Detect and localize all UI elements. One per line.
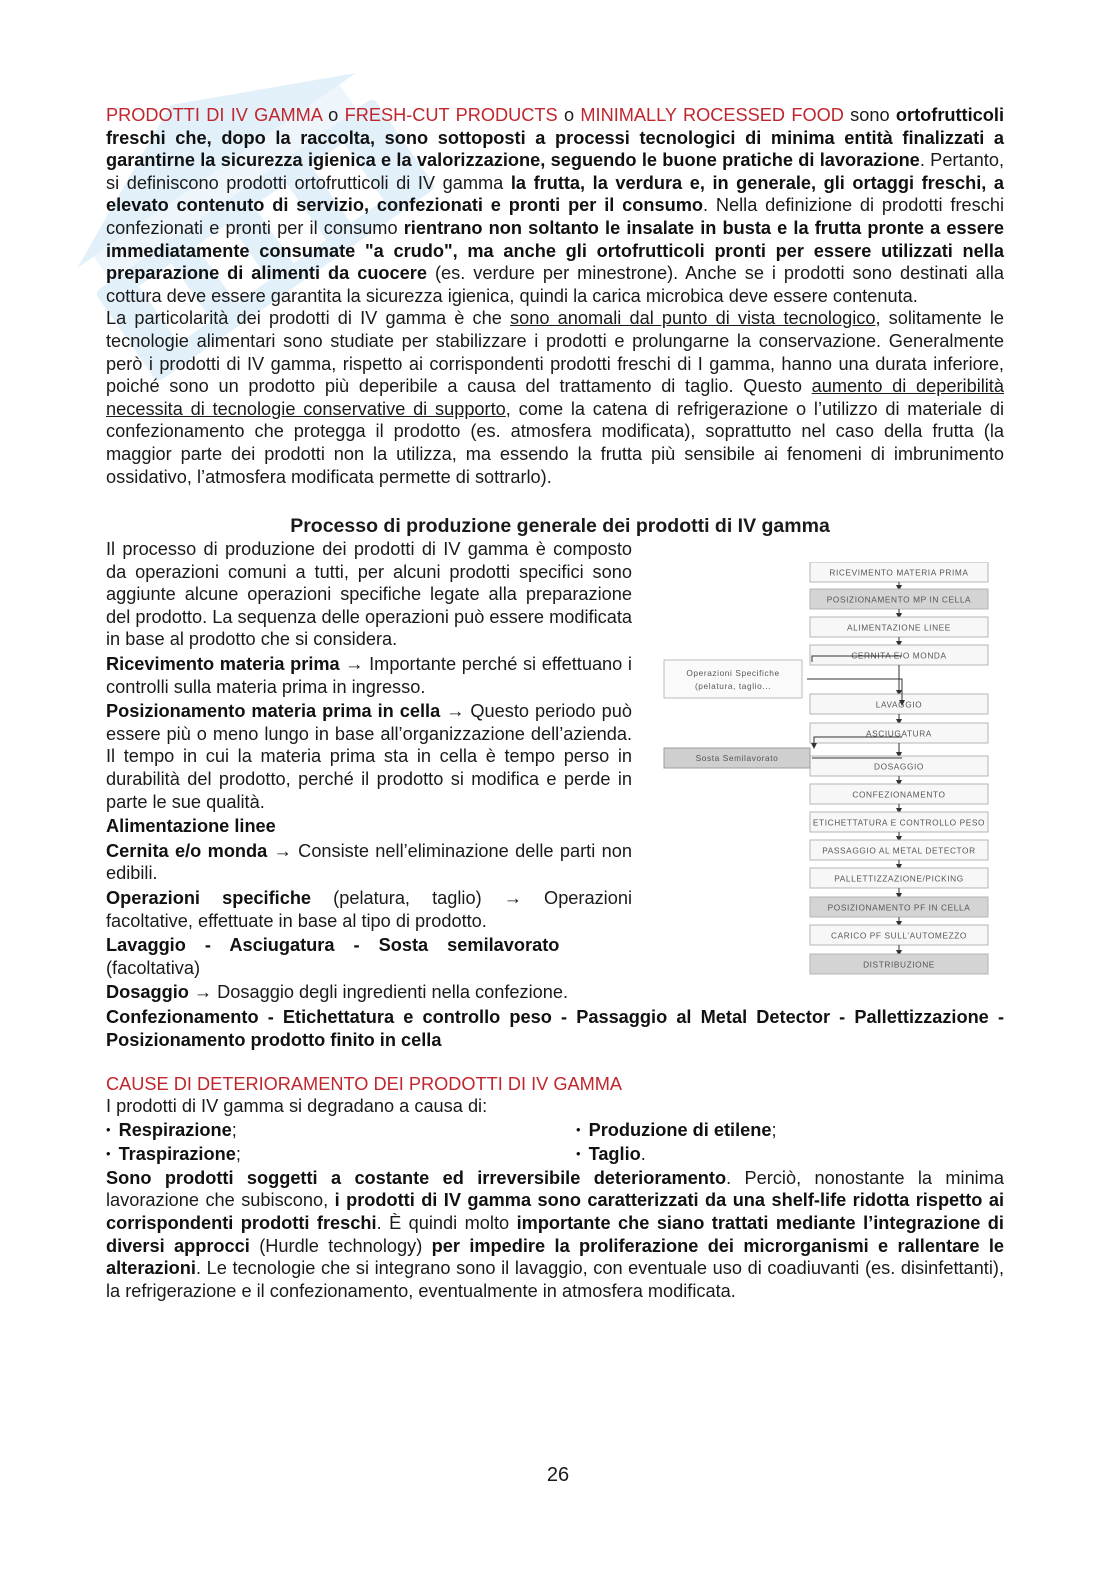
list-item: • Respirazione; — [106, 1118, 576, 1142]
process-intro: Il processo di produzione dei prodotti di IV gamma è composto da operazioni comuni a tutti, per alcuni prodotti specifici sono aggiunte alcune operazioni specifiche legate alla preparazione del prodotto. La sequenza delle operazioni può essere modificata in base al prodotto che si considera. — [106, 539, 632, 650]
flowchart-step-label: POSIZIONAMENTO MP IN CELLA — [826, 594, 972, 605]
side-specific-label-1: Operazioni Specifiche — [686, 668, 780, 679]
arrow-icon: → — [446, 701, 465, 722]
causes-title: CAUSE DI DETERIORAMENTO DEI PRODOTTI DI IV GAMMA — [106, 1074, 623, 1095]
process-flowchart — [662, 562, 1002, 992]
flowchart-step-label: CERNITA E/O MONDA — [851, 650, 947, 661]
flowchart-step-label: ETICHETTATURA E CONTROLLO PESO — [812, 817, 986, 828]
step-ricevimento: Ricevimento materia prima → Importante perché si effettuano i controlli sulla materia prima in ingresso. — [106, 654, 632, 697]
page-number: 26 — [546, 1464, 570, 1486]
causes-list — [106, 1118, 1004, 1166]
step-cernita: Cernita e/o monda → Consiste nell’eliminazione delle parti non edibili. — [106, 840, 632, 884]
term-iv-gamma: PRODOTTI DI IV GAMMA — [106, 105, 322, 125]
flowchart-main-steps — [810, 562, 988, 974]
arrow-icon: → — [193, 982, 213, 1003]
step-alimentazione: Alimentazione linee — [106, 816, 276, 837]
arrow-icon: → — [503, 888, 522, 908]
intro-paragraph: PRODOTTI DI IV GAMMA o FRESH-CUT PRODUCTS o MINIMALLY ROCESSED FOOD sono ortofrutticoli freschi che, dopo la raccolta, sono sottoposti a processi tecnologici di minima entità finalizzati a garantirne la sicurezza igienica e la valorizzazione, seguendo le buone pratiche di lavorazione. Pertanto, si definiscono prodotti ortofrutticoli di IV gamma la frutta, la verdura e, in generale, gli ortaggi freschi, a elevato contenuto di servizio, confezionati e pronti per il consumo. Nella definizione di prodotti freschi confezionati e pronti per il consumo rientrano non soltanto le insalate in busta e la frutta pronte a essere immediatamente consumate "a crudo", ma anche gli ortofrutticoli pronti per essere utilizzati nella preparazione di alimenti da cuocere (es. verdure per minestrone). Anche se i prodotti sono destinati alla cottura deve essere garantita la sicurezza igienica, quindi la carica microbica deve essere contenuta. — [106, 105, 1005, 306]
flowchart-step-label: ASCIUGATURA — [866, 728, 932, 739]
arrow-icon: → — [345, 654, 364, 675]
side-sosta-label: Sosta Semilavorato — [695, 753, 779, 764]
step-operazioni: Operazioni specifiche (pelatura, taglio) → Operazioni facoltative, effettuate in base al tipo di prodotto. — [106, 888, 632, 931]
causes-intro: I prodotti di IV gamma si degradano a causa di: — [106, 1096, 488, 1117]
flowchart-step-label: PALLETTIZZAZIONE/PICKING — [834, 873, 964, 884]
flowchart-step-label: ALIMENTAZIONE LINEE — [847, 622, 951, 633]
flowchart-step-label: CONFEZIONAMENTO — [852, 789, 946, 800]
causes-paragraph: Sono prodotti soggetti a costante ed irreversibile deterioramento. Perciò, nonostante la minima lavorazione che subiscono, i prodotti di IV gamma sono caratterizzati da una shelf-life ridotta rispetto ai corrispondenti prodotti freschi. È quindi molto importante che siano trattati mediante l’integrazione di diversi approcci (Hurdle technology) per impedire la proliferazione dei microrganismi e rallentare le alterazioni. Le tecnologie che si integrano sono il lavaggio, con eventuale uso di coadiuvanti (es. disinfettanti), la refrigerazione e il confezionamento, eventualmente in atmosfera modificata. — [106, 1167, 1004, 1301]
list-item: • Produzione di etilene; — [576, 1118, 996, 1142]
process-section-title: Processo di produzione generale dei prodotti di IV gamma — [290, 515, 830, 538]
flowchart-step-label: DISTRIBUZIONE — [863, 959, 935, 970]
technology-paragraph: La particolarità dei prodotti di IV gamma è che sono anomali dal punto di vista tecnologico, solitamente le tecnologie alimentari sono studiate per stabilizzare i prodotti e prolungarne la conservazione. Generalmente però i prodotti di IV gamma, rispetto ai corrispondenti prodotti freschi di I gamma, hanno una durata inferiore, poiché sono un prodotto più deperibile a causa del trattamento di taglio. Questo aumento di deperibilità necessita di tecnologie conservative di supporto, come la catena di refrigerazione o l’utilizzo di materiale di confezionamento che protegga il prodotto (es. atmosfera modificata), soprattutto nel caso della frutta (la maggior parte dei prodotti non la utilizza, ma essendo la frutta più sensibile ai fenomeni di imbrunimento ossidativo, l’atmosfera modificata permette di sottrarlo). — [106, 308, 1005, 487]
process-section — [106, 538, 1004, 979]
flowchart-step-label: PASSAGGIO AL METAL DETECTOR — [822, 845, 976, 856]
flowchart-step-label: RICEVIMENTO MATERIA PRIMA — [829, 567, 969, 578]
list-item: • Traspirazione; — [106, 1142, 576, 1166]
term-fresh-cut: FRESH-CUT PRODUCTS — [344, 105, 558, 125]
step-posizionamento: Posizionamento materia prima in cella → Questo periodo può essere più o meno lungo in base all’organizzazione dell’azienda. Il tempo in cui la materia prima sta in cella è tempo perso in durabilità del prodotto, perché il prodotto si modifica e perde in parte le sue qualità. — [106, 701, 632, 812]
flowchart-step-label: LAVAGGIO — [875, 699, 923, 710]
flowchart-step-label: DOSAGGIO — [874, 761, 924, 772]
arrow-icon: → — [273, 840, 292, 861]
step-dosaggio: Dosaggio → Dosaggio degli ingredienti nella confezione. — [106, 982, 569, 1003]
list-item: • Taglio. — [576, 1142, 996, 1166]
flowchart-step-label: CARICO PF SULL’AUTOMEZZO — [831, 930, 967, 941]
step-final-operations: Confezionamento - Etichettatura e controllo peso - Passaggio al Metal Detector - Pallettizzazione - Posizionamento prodotto finito in cella — [106, 1006, 1004, 1050]
process-text-column — [106, 538, 632, 979]
term-minimally-processed: MINIMALLY ROCESSED FOOD — [580, 105, 844, 125]
side-specific-label-2: (pelatura, taglio... — [694, 681, 772, 692]
flowchart-step-label: POSIZIONAMENTO PF IN CELLA — [827, 902, 971, 913]
document-page — [106, 104, 1004, 1302]
step-lavaggio: Lavaggio - Asciugatura - Sosta semilavorato (facoltativa) — [106, 935, 560, 978]
